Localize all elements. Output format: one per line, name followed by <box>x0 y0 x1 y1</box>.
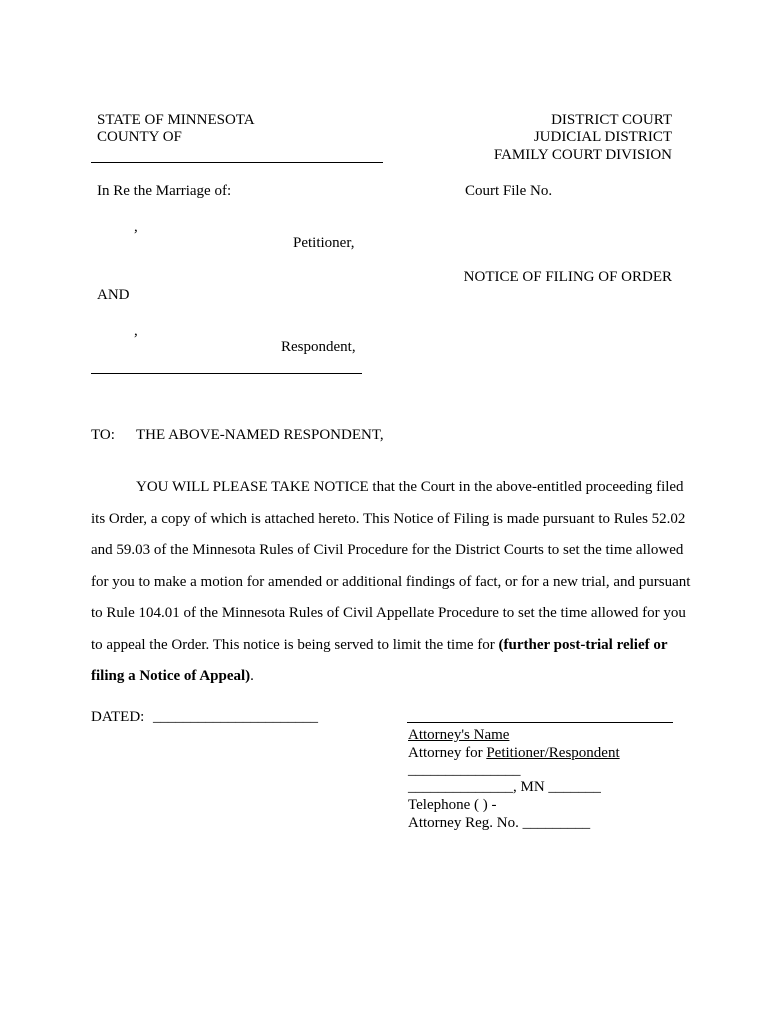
dated-blank: ______________________ <box>153 709 318 725</box>
parties-divider <box>91 373 362 374</box>
in-re-label: In Re the Marriage of: <box>97 183 232 199</box>
dated-label: DATED: <box>91 709 145 725</box>
state-mn: , MN _______ <box>513 779 601 795</box>
attorney-name: Attorney's Name <box>408 727 510 743</box>
body-bold-text: (further post-trial relief or <box>498 636 668 653</box>
document-title: NOTICE OF FILING OF ORDER <box>463 269 672 285</box>
petitioner-name-comma: , <box>134 219 138 235</box>
attorney-for-line <box>408 745 620 762</box>
attorney-for-label: Attorney for <box>408 745 487 761</box>
division-label: FAMILY COURT DIVISION <box>493 147 672 163</box>
body-bold-text: filing a Notice of Appeal) <box>91 668 251 684</box>
body-line <box>91 661 691 693</box>
county-label: COUNTY OF <box>97 129 182 145</box>
body-line <box>91 630 691 662</box>
body-line: its Order, a copy of which is attached hereto. This Notice of Filing is made pursuant to Rules 52.02 <box>91 510 686 527</box>
petitioner-label: Petitioner, <box>293 235 355 251</box>
body-text: . <box>250 668 254 684</box>
notice-body <box>91 472 691 693</box>
body-text: to appeal the Order. This notice is being served to limit the time for <box>91 636 499 653</box>
attorney-reg-line: Attorney Reg. No. _________ <box>408 815 591 831</box>
respondent-name-comma: , <box>134 323 138 339</box>
body-line: for you to make a motion for amended or additional findings of fact, or for a new trial, and pursuant <box>91 573 691 590</box>
court-label: DISTRICT COURT <box>551 112 672 128</box>
court-file-label: Court File No. <box>465 183 553 199</box>
district-label: JUDICIAL DISTRICT <box>533 129 672 145</box>
telephone-line: Telephone ( ) - <box>408 797 497 813</box>
body-line: YOU WILL PLEASE TAKE NOTICE that the Court in the above-entitled proceeding filed <box>136 479 684 495</box>
state-label: STATE OF MINNESOTA <box>97 112 255 128</box>
respondent-label: Respondent, <box>281 339 356 355</box>
caption-divider <box>91 162 383 163</box>
to-label: TO: <box>91 427 115 443</box>
city-state-line <box>408 779 601 796</box>
signature-line <box>407 722 673 723</box>
to-value: THE ABOVE-NAMED RESPONDENT, <box>136 427 384 443</box>
city-blank: ______________ <box>408 779 513 795</box>
body-line: to Rule 104.01 of the Minnesota Rules of Civil Appellate Procedure to set the time allowed for you <box>91 605 686 621</box>
and-label: AND <box>97 287 130 303</box>
address-line-1: _______________ <box>408 762 521 778</box>
body-line: and 59.03 of the Minnesota Rules of Civil Procedure for the District Courts to set the time allowed <box>91 542 684 558</box>
attorney-party: Petitioner/Respondent <box>486 745 620 761</box>
